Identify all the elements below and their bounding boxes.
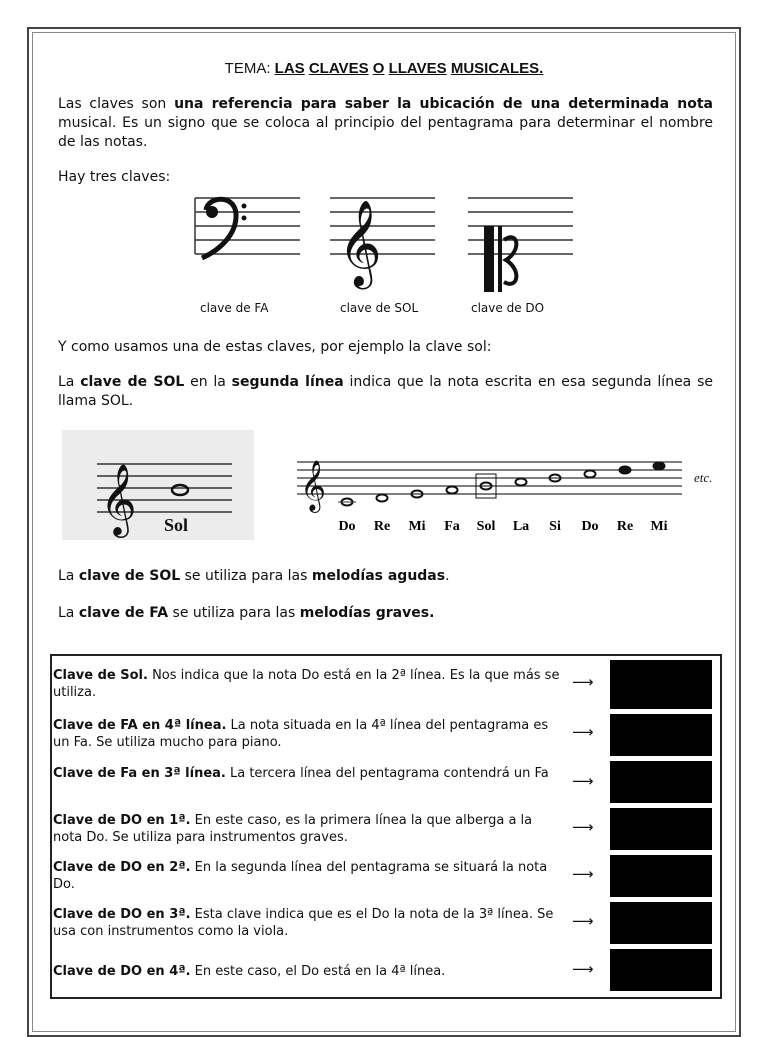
- bold-text: clave de SOL: [80, 374, 185, 390]
- arrow-icon: ⟶: [572, 960, 594, 978]
- row-title: Clave de Fa en 3ª línea.: [53, 766, 226, 781]
- clef-label-fa: clave de FA: [200, 301, 269, 315]
- title-word: CLAVES: [308, 60, 369, 77]
- note-name: Do: [581, 519, 599, 534]
- note-name: Sol: [476, 519, 496, 534]
- svg-text:𝄞: 𝄞: [100, 462, 137, 535]
- row-desc: La tercera línea del pentagrama contendrá un Fa: [225, 766, 549, 781]
- note-head: [447, 487, 458, 494]
- note-name: Re: [616, 519, 634, 534]
- note-name: Fa: [444, 519, 460, 534]
- row-title: Clave de Sol.: [53, 668, 148, 683]
- title-word: MUSICALES.: [450, 60, 544, 77]
- answer-box: [610, 949, 712, 991]
- clefs-illustration: [190, 190, 580, 300]
- note-name: Mi: [408, 519, 426, 534]
- note-head: [620, 467, 631, 474]
- fa-clef-image: [195, 198, 300, 258]
- row-desc: En este caso, el Do está en la 4ª línea.: [190, 964, 446, 979]
- text: indica que la nota escrita en esa segunda línea se llama SOL.: [58, 374, 713, 409]
- intro-paragraph: [58, 95, 713, 152]
- three-clefs-text: Hay tres claves:: [58, 169, 171, 185]
- note-head: [377, 495, 388, 502]
- svg-text:𝄞: 𝄞: [338, 200, 382, 286]
- page-title: [0, 60, 768, 77]
- bold-text: clave de FA: [78, 605, 169, 621]
- title-prefix: TEMA:: [224, 60, 275, 77]
- note-name: Do: [338, 519, 356, 534]
- row-title: Clave de DO en 3ª.: [53, 907, 191, 922]
- note-name: La: [512, 519, 530, 534]
- answer-box: [610, 761, 712, 803]
- svg-text:𝄞: 𝄞: [300, 460, 327, 511]
- note-name: Re: [373, 519, 391, 534]
- row-title: Clave de DO en 4ª.: [53, 964, 191, 979]
- table-row: [53, 812, 563, 846]
- title-word: LAS: [274, 60, 305, 77]
- table-row: [53, 906, 563, 940]
- title-word: O: [372, 60, 385, 77]
- intro-text: Las claves son: [58, 96, 175, 112]
- answer-box: [610, 808, 712, 850]
- graves-text: [58, 604, 713, 623]
- intro-bold: una referencia para saber la ubicación de una determinada nota: [174, 96, 713, 112]
- answer-box: [610, 660, 712, 709]
- row-desc: En la segunda línea del pentagrama se situará la nota Do.: [53, 860, 548, 892]
- bold-text: clave de SOL: [78, 568, 181, 584]
- text: .: [445, 568, 450, 584]
- sol-clef-image: [330, 198, 435, 290]
- table-row: [53, 667, 563, 701]
- clef-label-do: clave de DO: [471, 301, 545, 315]
- text: La: [58, 605, 79, 621]
- text: en la: [184, 374, 232, 390]
- answer-box: [610, 714, 712, 756]
- bold-text: melodías agudas: [311, 568, 446, 584]
- table-row: [53, 717, 563, 751]
- row-desc: Esta clave indica que es el Do la nota de la 3ª línea. Se usa con instrumentos como la viola.: [53, 907, 554, 939]
- answer-box: [610, 902, 712, 944]
- arrow-icon: ⟶: [572, 865, 594, 883]
- arrow-icon: ⟶: [572, 912, 594, 930]
- arrow-icon: ⟶: [572, 772, 594, 790]
- note-name: Mi: [650, 519, 668, 534]
- intro-text: musical. Es un signo que se coloca al principio del pentagrama para determinar el nombre de las notas.: [58, 115, 713, 150]
- arrow-icon: ⟶: [572, 723, 594, 741]
- row-title: Clave de FA en 4ª línea.: [53, 718, 227, 733]
- clef-label-sol: clave de SOL: [340, 301, 419, 315]
- note-head: [585, 471, 596, 478]
- note-head: [516, 479, 527, 486]
- text: La: [58, 568, 79, 584]
- etc-label: etc.: [694, 470, 713, 485]
- note-name: Si: [549, 519, 561, 534]
- row-desc: En este caso, es la primera línea la que alberga a la nota Do. Se utiliza para instrumentos graves.: [53, 813, 533, 845]
- text: se utiliza para las: [168, 605, 300, 621]
- row-title: Clave de DO en 1ª.: [53, 813, 191, 828]
- do-clef-image: [468, 198, 573, 292]
- agudas-text: [58, 567, 713, 586]
- row-title: Clave de DO en 2ª.: [53, 860, 191, 875]
- arrow-icon: ⟶: [572, 673, 594, 691]
- usage-text: Y como usamos una de estas claves, por ejemplo la clave sol:: [58, 339, 492, 355]
- table-row: [53, 765, 563, 782]
- row-desc: Nos indica que la nota Do está en la 2ª línea. Es la que más se utiliza.: [53, 668, 560, 700]
- scale-image: [292, 440, 724, 540]
- sol-note-image: [62, 430, 254, 540]
- bold-text: melodías graves.: [299, 605, 435, 621]
- note-head: [654, 463, 665, 470]
- text: se utiliza para las: [180, 568, 312, 584]
- sol-label: Sol: [164, 515, 189, 535]
- text: La: [58, 374, 81, 390]
- row-desc: La nota situada en la 4ª línea del pentagrama es un Fa. Se utiliza mucho para piano.: [53, 718, 549, 750]
- table-row: [53, 859, 563, 893]
- title-word: LLAVES: [388, 60, 447, 77]
- answer-box: [610, 855, 712, 897]
- table-row: [53, 963, 563, 980]
- sol-line-paragraph: [58, 373, 713, 411]
- bold-text: segunda línea: [231, 374, 344, 390]
- arrow-icon: ⟶: [572, 818, 594, 836]
